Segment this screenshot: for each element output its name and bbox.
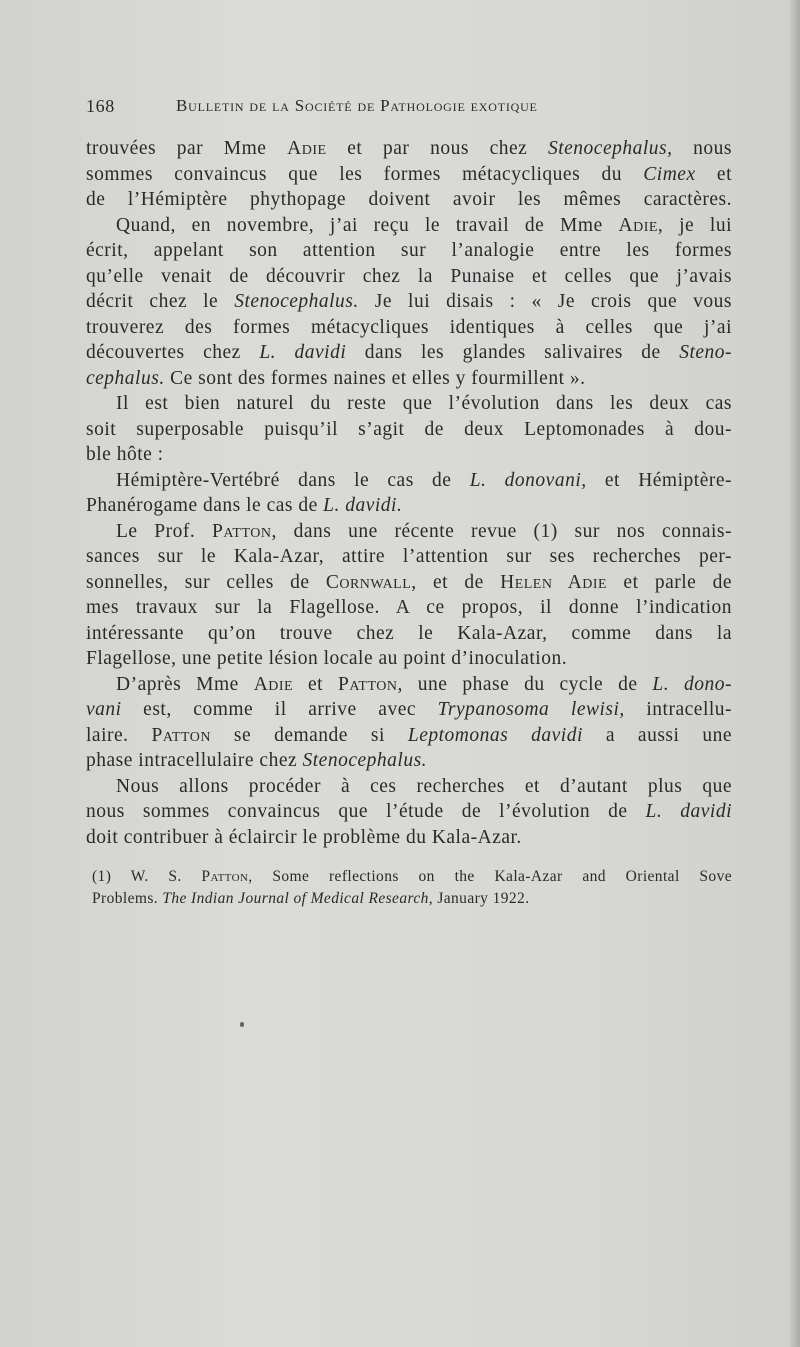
page-number: 168 — [86, 96, 115, 116]
text-run: , Some reflections on the Kala-Azar and Oriental Sove — [248, 868, 732, 885]
text-run: phase intracellulaire chez — [86, 750, 303, 771]
italic-text: cephalus. — [86, 367, 165, 389]
text-line — [86, 315, 732, 341]
italic-text: Steno- — [679, 342, 733, 363]
text-run: , je lui — [657, 214, 732, 236]
text-run: intéressante qu’on trouve chez le Kala-Azar, comme dans la — [86, 622, 732, 644]
text-line — [86, 340, 732, 366]
text-run: , dans une récente revue (1) sur nos connais- — [271, 520, 733, 542]
text-run: soit superposable puisqu’il s’agit de deux Leptomonades à dou- — [86, 418, 732, 440]
small-caps-name: Adie — [253, 673, 294, 695]
text-run: D’après Mme — [116, 673, 254, 695]
small-caps-name: Patton — [151, 724, 211, 746]
text-line — [86, 697, 732, 723]
text-line — [86, 570, 732, 596]
text-run: et par nous chez — [326, 138, 548, 159]
small-caps-name: Adie — [287, 138, 327, 159]
text-line — [86, 519, 732, 545]
text-line — [86, 544, 732, 570]
text-run: Ce sont des formes naines et elles y fourmillent ». — [164, 367, 586, 389]
running-header — [86, 96, 646, 120]
italic-text: L. davidi — [645, 801, 732, 822]
small-caps-name: Cornwall — [325, 571, 412, 593]
text-run: et — [695, 163, 733, 185]
text-line — [86, 289, 732, 315]
text-line — [86, 493, 732, 519]
small-caps-name: Adie — [618, 214, 658, 236]
text-run: se demande si — [210, 724, 408, 746]
text-run: a aussi une — [582, 724, 733, 746]
italic-text: Stenocephalus. — [302, 750, 428, 771]
text-line — [86, 799, 732, 825]
text-run: Nous allons procéder à ces recherches et d’autant plus que — [116, 775, 732, 797]
italic-text: Stenocephalus. — [234, 291, 359, 312]
text-run: doit contribuer à éclaircir le problème du Kala-Azar. — [86, 826, 522, 848]
text-run: trouvées par Mme — [86, 138, 288, 159]
text-run: Je lui disais : « Je crois que vous — [358, 291, 732, 312]
text-run: de l’Hémiptère phythopage doivent avoir les mêmes caractères. — [86, 189, 732, 210]
italic-text: Trypanosoma lewisi, — [437, 699, 625, 720]
text-line — [86, 468, 732, 494]
footnote-line — [92, 888, 732, 910]
italic-text: Stenocephalus, — [547, 138, 673, 159]
italic-text: Leptomonas davidi — [407, 724, 583, 746]
text-line — [86, 646, 732, 672]
text-run: et — [293, 673, 338, 695]
text-line — [86, 391, 732, 417]
text-line — [86, 774, 732, 800]
footnote — [92, 866, 732, 910]
text-run: est, comme il arrive avec — [121, 699, 438, 720]
text-run: Phanérogame dans le cas de — [86, 495, 324, 516]
text-run: sances sur le Kala-Azar, attire l’attention sur ses recherches per- — [86, 546, 732, 567]
text-run: sommes convaincus que les formes métacycliques du — [86, 163, 644, 185]
text-line — [86, 417, 732, 443]
text-line — [86, 595, 732, 621]
text-line — [86, 748, 732, 774]
text-run: Quand, en novembre, j’ai reçu le travail de Mme — [116, 214, 619, 236]
text-line — [86, 136, 732, 162]
text-run: Flagellose, une petite lésion locale au point d’inoculation. — [86, 648, 568, 669]
italic-text: The Indian Journal of Medical Research, — [162, 890, 434, 907]
text-run: trouverez des formes métacycliques identiques à celles que j’ai — [86, 316, 732, 338]
text-run: sonnelles, sur celles de — [86, 571, 326, 593]
text-run: Le Prof. — [116, 520, 213, 542]
text-run: January 1922. — [433, 890, 530, 907]
italic-text: vani — [86, 699, 122, 720]
footnote-line — [92, 866, 732, 888]
text-line — [86, 213, 732, 239]
text-run: et Hémiptère- — [586, 469, 732, 491]
small-caps-name: Patton — [338, 673, 398, 695]
text-line — [86, 187, 732, 213]
italic-text: L. dono- — [652, 673, 732, 695]
text-run: mes travaux sur la Flagellose. A ce propos, il donne l’indication — [86, 597, 732, 618]
text-run: , une phase du cycle de — [397, 673, 653, 695]
text-line — [86, 162, 732, 188]
small-caps-name: Helen Adie — [500, 571, 608, 593]
text-run: , et de — [411, 571, 501, 593]
italic-text: L. davidi. — [323, 495, 403, 516]
text-run: (1) W. S. — [92, 868, 202, 885]
running-title: Bulletin de la Société de Pathologie exotique — [176, 96, 538, 115]
text-run: Hémiptère-Vertébré dans le cas de — [116, 469, 470, 491]
text-run: découvertes chez — [86, 342, 260, 363]
text-line — [86, 672, 732, 698]
body-text — [86, 136, 732, 850]
text-line — [86, 264, 732, 290]
italic-text: L. davidi — [259, 342, 347, 363]
text-line — [86, 621, 732, 647]
italic-text: Cimex — [643, 163, 696, 185]
text-run: laire. — [86, 724, 152, 746]
text-run: Il est bien naturel du reste que l’évolution dans les deux cas — [116, 393, 732, 414]
text-line — [86, 442, 732, 468]
text-line — [86, 825, 732, 851]
text-line — [86, 238, 732, 264]
text-run: écrit, appelant son attention sur l’analogie entre les formes — [86, 240, 732, 261]
text-line — [86, 723, 732, 749]
small-caps-name: Patton — [201, 868, 249, 885]
text-run: dans les glandes salivaires de — [346, 342, 680, 363]
text-run: nous sommes convaincus que l’étude de l’évolution de — [86, 801, 646, 822]
text-run: qu’elle venait de découvrir chez la Punaise et celles que j’avais — [86, 265, 732, 287]
small-caps-name: Patton — [212, 520, 272, 542]
text-run: décrit chez le — [86, 291, 235, 312]
text-run: nous — [672, 138, 733, 159]
italic-text: L. donovani, — [469, 469, 587, 491]
print-speck — [240, 1022, 244, 1027]
text-run: ble hôte : — [86, 444, 164, 465]
page-edge-shadow — [790, 0, 800, 1347]
text-run: Problems. — [92, 890, 163, 907]
text-run: et parle de — [607, 571, 733, 593]
text-line — [86, 366, 732, 392]
text-run: intracellu- — [624, 699, 733, 720]
